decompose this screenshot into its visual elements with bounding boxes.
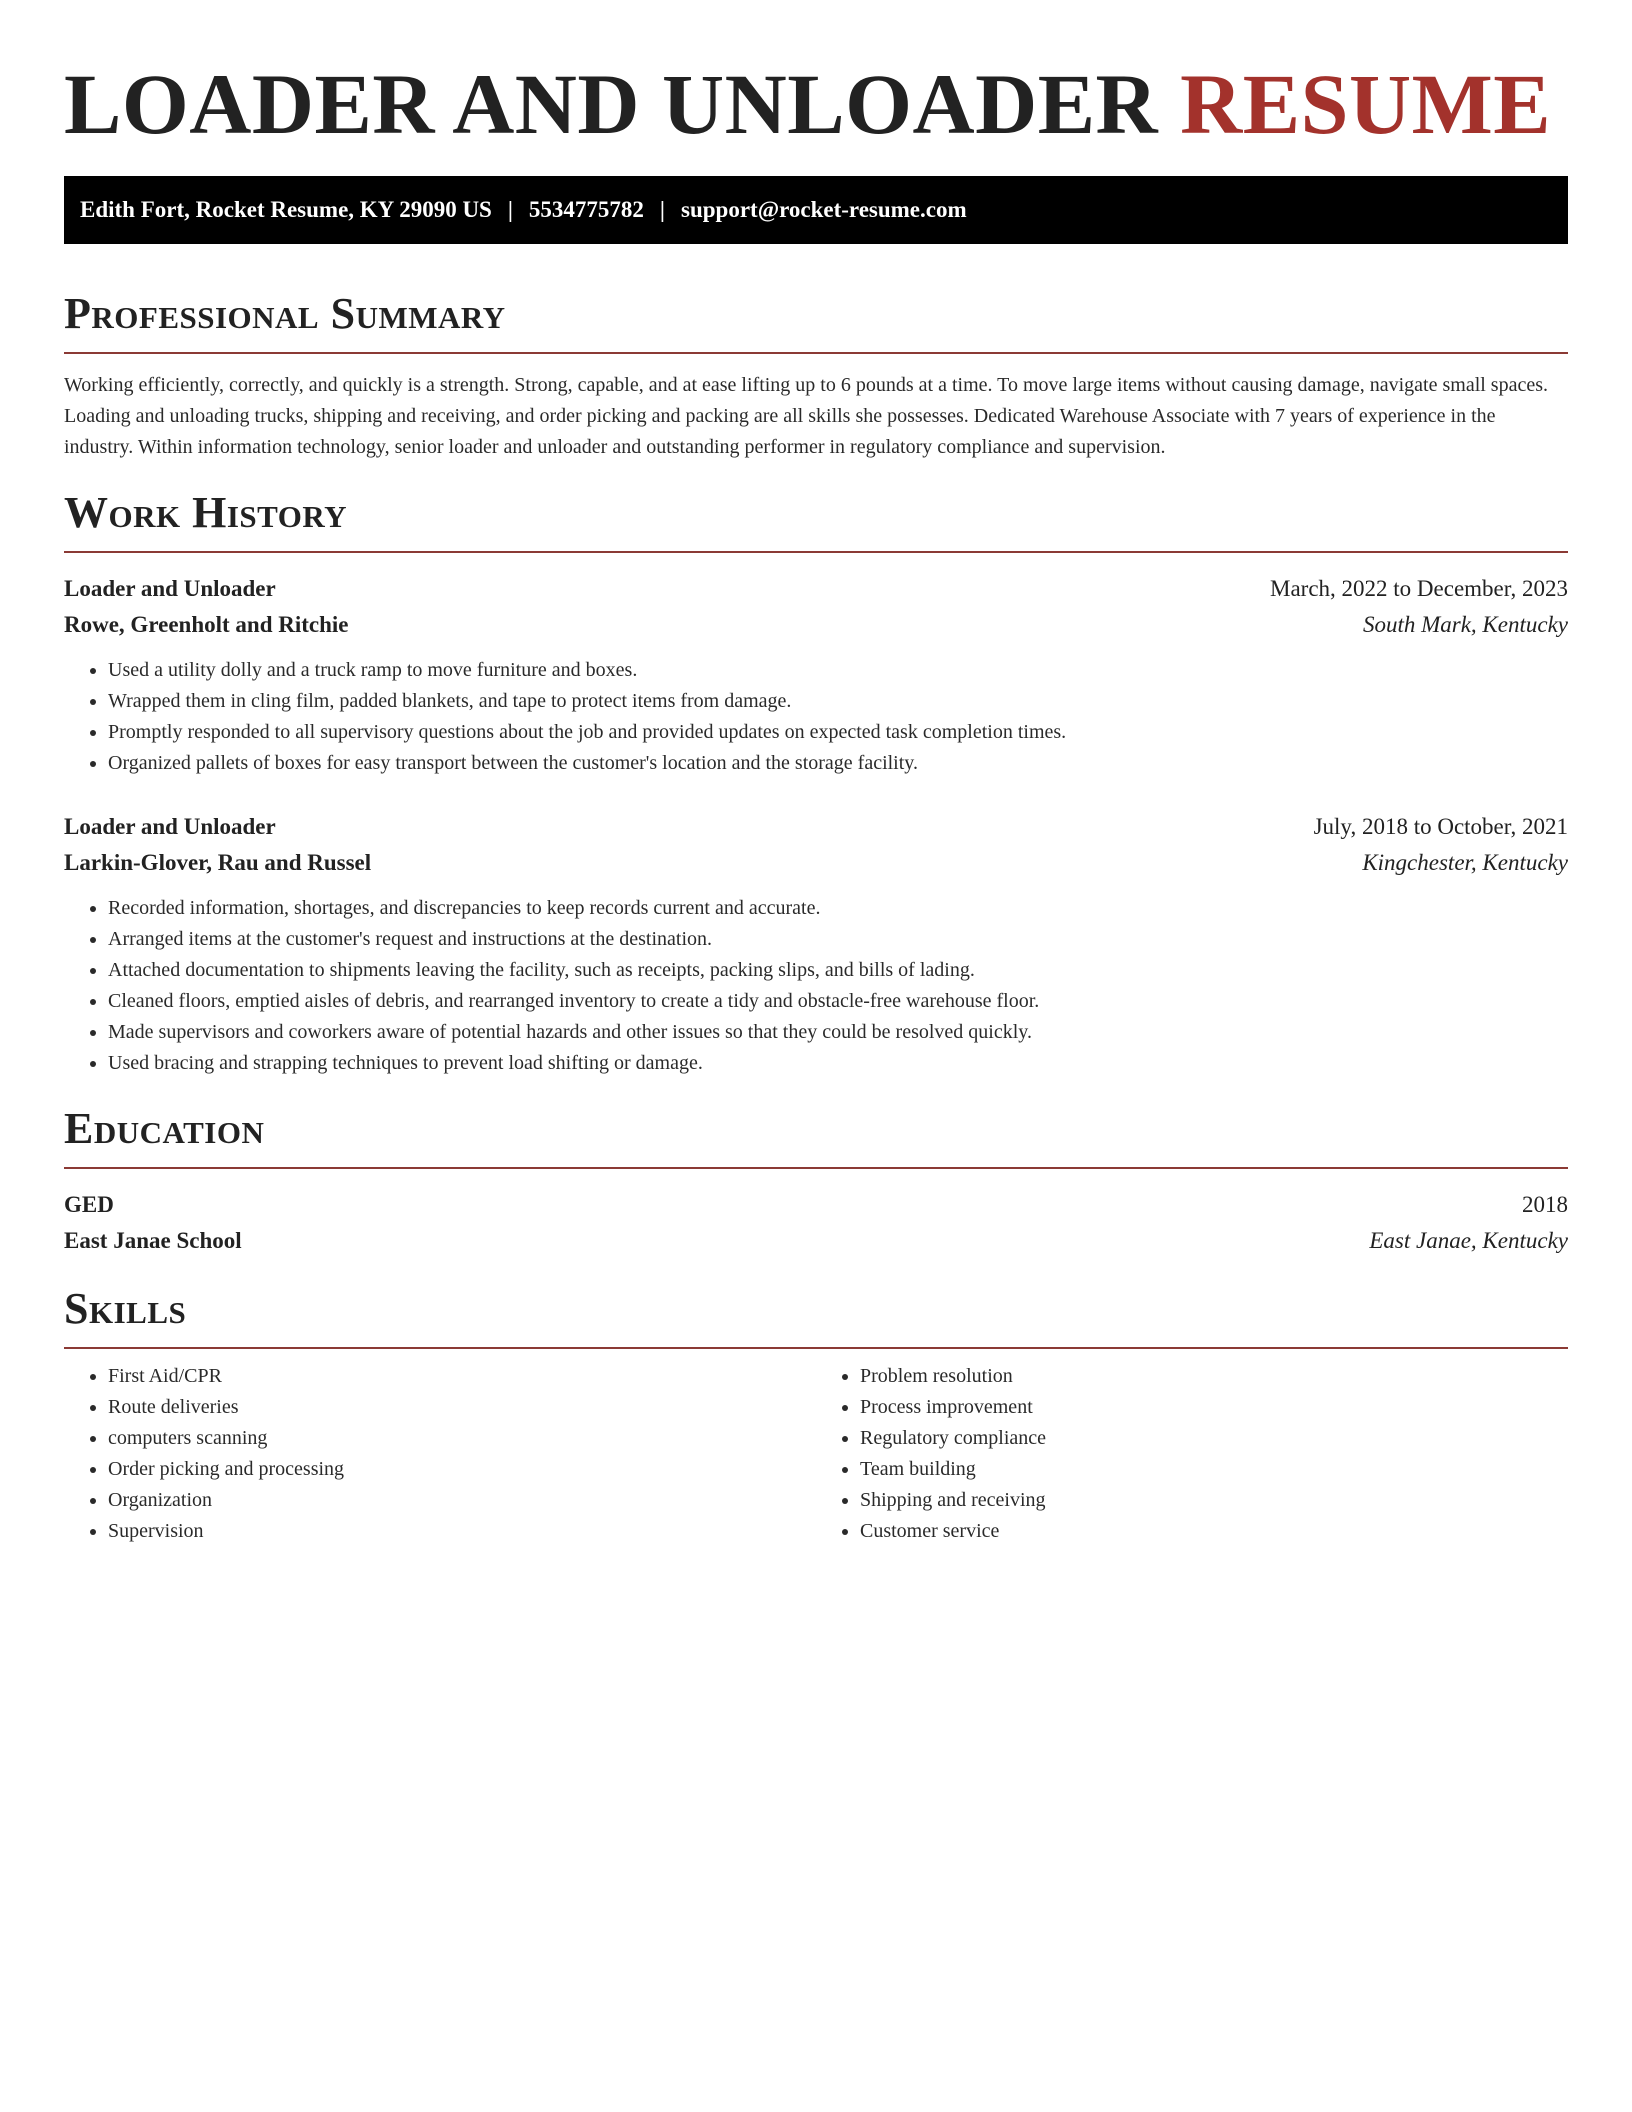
job-dates: July, 2018 to October, 2021 (1313, 814, 1568, 839)
skill-item: • Problem resolution (860, 1361, 1568, 1392)
education-entry (64, 1187, 1568, 1259)
job-duty: • Promptly responded to all supervisory questions about the job and provided updates on expected task completion times. (108, 717, 1568, 748)
job-entry (64, 571, 1568, 779)
skill-item: • Route deliveries (108, 1392, 816, 1423)
job-company: Rowe, Greenholt and Ritchie (64, 612, 349, 637)
job-company-row (64, 845, 1568, 881)
skill-item: • Customer service (860, 1516, 1568, 1547)
title-main: LOADER AND UNLOADER (64, 56, 1159, 152)
contact-separator: | (507, 197, 513, 222)
section-divider (64, 1167, 1568, 1169)
job-duties-list (64, 893, 1568, 1079)
job-duty: • Cleaned floors, emptied aisles of debris, and rearranged inventory to create a tidy and obstacle-free warehouse floor. (108, 986, 1568, 1017)
job-company: Larkin-Glover, Rau and Russel (64, 850, 372, 875)
job-duty: • Attached documentation to shipments leaving the facility, such as receipts, packing slips, and bills of lading. (108, 955, 1568, 986)
contact-bar (64, 176, 1568, 244)
job-duty: • Organized pallets of boxes for easy transport between the customer's location and the storage facility. (108, 748, 1568, 779)
job-dates: March, 2022 to December, 2023 (1270, 576, 1568, 601)
skill-item: • Team building (860, 1454, 1568, 1485)
job-duty: • Used a utility dolly and a truck ramp to move furniture and boxes. (108, 655, 1568, 686)
job-duty: • Wrapped them in cling film, padded blankets, and tape to protect items from damage. (108, 686, 1568, 717)
skills-grid (64, 1361, 1568, 1547)
education-section (64, 1103, 1568, 1259)
skill-item: • First Aid/CPR (108, 1361, 816, 1392)
job-duty: • Recorded information, shortages, and discrepancies to keep records current and accurate. (108, 893, 1568, 924)
skill-item: • Shipping and receiving (860, 1485, 1568, 1516)
job-duty: • Arranged items at the customer's request and instructions at the destination. (108, 924, 1568, 955)
skill-item: • Order picking and processing (108, 1454, 816, 1485)
education-school-row (64, 1223, 1568, 1259)
job-header-row (64, 571, 1568, 607)
section-divider (64, 352, 1568, 354)
skill-item: • Supervision (108, 1516, 816, 1547)
skills-list-left (64, 1361, 816, 1547)
resume-title (64, 54, 1568, 154)
job-title: Loader and Unloader (64, 576, 276, 601)
skills-section (64, 1283, 1568, 1547)
work-history-heading: Work History (64, 488, 348, 537)
job-location: South Mark, Kentucky (1362, 612, 1568, 637)
skill-item: • computers scanning (108, 1423, 816, 1454)
education-heading: Education (64, 1104, 265, 1153)
contact-separator: | (659, 197, 665, 222)
section-divider (64, 1347, 1568, 1349)
skill-item: • Regulatory compliance (860, 1423, 1568, 1454)
education-degree-row (64, 1187, 1568, 1223)
contact-address: Edith Fort, Rocket Resume, KY 29090 US (80, 197, 492, 222)
work-history-section (64, 487, 1568, 1079)
job-title: Loader and Unloader (64, 814, 276, 839)
education-school: East Janae School (64, 1228, 242, 1253)
job-duties-list (64, 655, 1568, 779)
job-location: Kingchester, Kentucky (1362, 850, 1568, 875)
summary-heading: Professional Summary (64, 289, 506, 338)
education-location: East Janae, Kentucky (1369, 1228, 1568, 1253)
summary-text: Working efficiently, correctly, and quickly is a strength. Strong, capable, and at ease lifting up to 6 pounds at a time. To move large items without causing damage, navigate small spaces. Loading and unloading trucks, shipping and receiving, and order picking and packing are all skills she possesses. Dedicated Warehouse Associate with 7 years of experience in the industry. Within information technology, senior loader and unloader and outstanding performer in regulatory compliance and supervision. (64, 374, 1549, 458)
job-entry (64, 809, 1568, 1079)
job-duty: • Made supervisors and coworkers aware of potential hazards and other issues so that they could be resolved quickly. (108, 1017, 1568, 1048)
summary-section (64, 288, 1568, 463)
skill-item: • Process improvement (860, 1392, 1568, 1423)
contact-phone: 5534775782 (528, 197, 644, 222)
job-header-row (64, 809, 1568, 845)
education-year: 2018 (1522, 1192, 1568, 1217)
skill-item: • Organization (108, 1485, 816, 1516)
contact-email: support@rocket-resume.com (681, 197, 967, 222)
skills-heading: Skills (64, 1284, 187, 1333)
section-divider (64, 551, 1568, 553)
title-accent: RESUME (1180, 56, 1552, 152)
job-duty: • Used bracing and strapping techniques to prevent load shifting or damage. (108, 1048, 1568, 1079)
job-company-row (64, 607, 1568, 643)
skills-list-right (816, 1361, 1568, 1547)
education-degree: GED (64, 1192, 114, 1217)
